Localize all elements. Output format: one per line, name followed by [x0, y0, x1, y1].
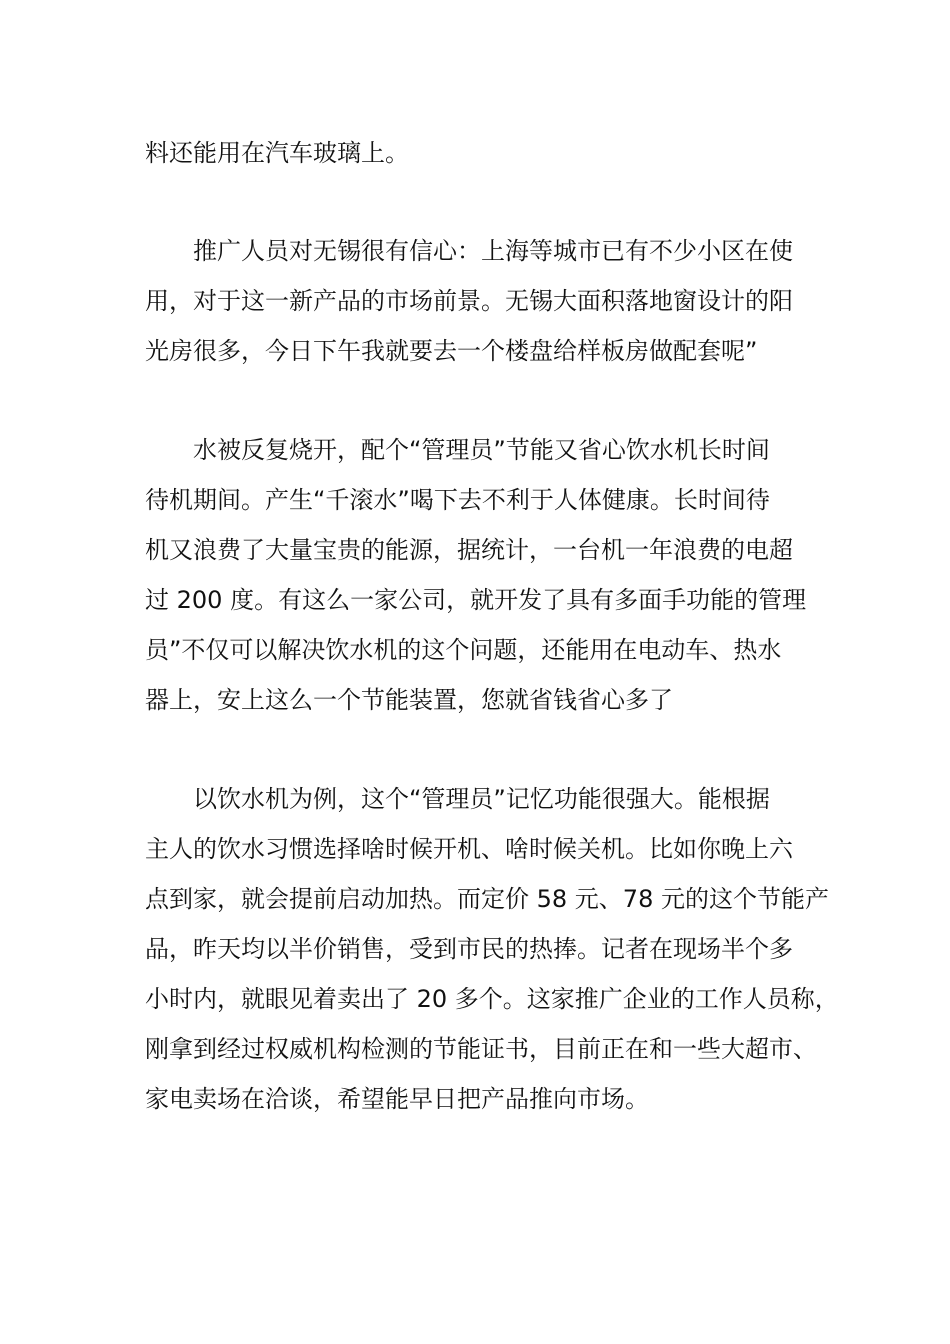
paragraph-line: 机又浪费了大量宝贵的能源，据统计，一台机一年浪费的电超 — [145, 536, 793, 564]
paragraph-line: 光房很多，今日下午我就要去一个楼盘给样板房做配套呢” — [145, 337, 758, 365]
paragraph-line: 推广人员对无锡很有信心：上海等城市已有不少小区在使 — [193, 237, 793, 265]
paragraph-2 — [145, 226, 835, 376]
paragraph-3 — [145, 425, 835, 725]
paragraph-line: 待机期间。产生“千滚水”喝下去不利于人体健康。长时间待 — [145, 486, 770, 514]
paragraph-line: 小时内，就眼见着卖出了 20 多个。这家推广企业的工作人员称， — [145, 985, 839, 1013]
paragraph-line: 用，对于这一新产品的市场前景。无锡大面积落地窗设计的阳 — [145, 287, 793, 315]
paragraph-line: 点到家，就会提前启动加热。而定价 58 元、78 元的这个节能产 — [145, 885, 829, 913]
paragraph-line: 料还能用在汽车玻璃上。 — [145, 139, 409, 167]
paragraph-line: 过 200 度。有这么一家公司，就开发了具有多面手功能的管理 — [145, 586, 807, 614]
paragraph-1 — [145, 128, 835, 178]
paragraph-line: 刚拿到经过权威机构检测的节能证书，目前正在和一些大超市、 — [145, 1035, 817, 1063]
paragraph-line: 器上，安上这么一个节能装置，您就省钱省心多了 — [145, 686, 673, 714]
paragraph-line: 主人的饮水习惯选择啥时候开机、啥时候关机。比如你晚上六 — [145, 835, 793, 863]
paragraph-4 — [145, 774, 839, 1124]
paragraph-line: 品，昨天均以半价销售，受到市民的热捧。记者在现场半个多 — [145, 935, 793, 963]
paragraph-line: 员”不仅可以解决饮水机的这个问题，还能用在电动车、热水 — [145, 636, 782, 664]
paragraph-line: 以饮水机为例，这个“管理员”记忆功能很强大。能根据 — [193, 785, 770, 813]
paragraph-line: 家电卖场在洽谈，希望能早日把产品推向市场。 — [145, 1085, 649, 1113]
paragraph-line: 水被反复烧开，配个“管理员”节能又省心饮水机长时间 — [193, 436, 770, 464]
